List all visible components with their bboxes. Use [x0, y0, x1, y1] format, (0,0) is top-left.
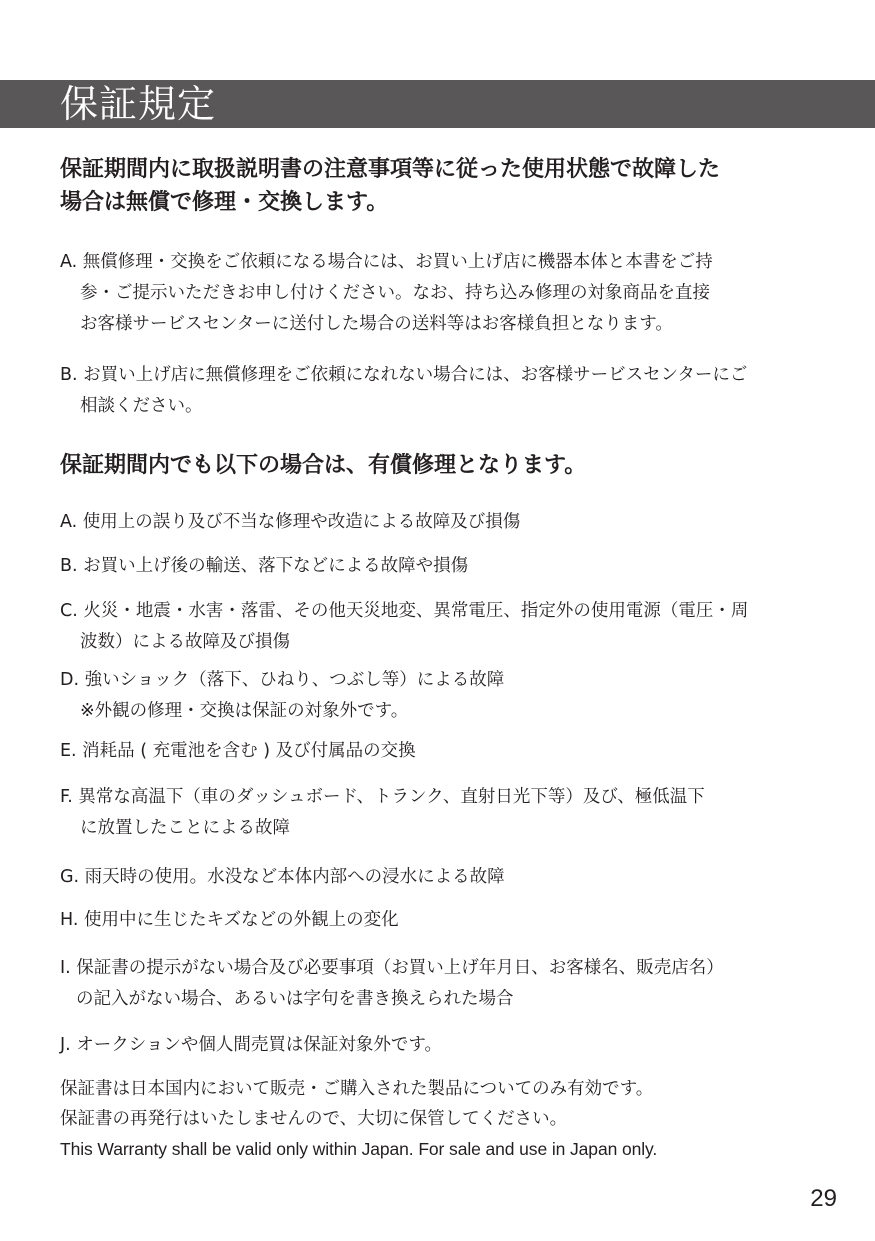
item-text-continued: ※外観の修理・交換は保証の対象外です。 — [80, 701, 409, 721]
item-text: F. 異常な高温下（車のダッシュボード、トランク、直射日光下等）及び、極低温下 — [60, 787, 705, 807]
item-text: E. 消耗品 ( 充電池を含む ) 及び付属品の交換 — [60, 741, 416, 761]
item-text-continued: 波数）による故障及び損傷 — [80, 632, 290, 652]
section2-heading-line: 保証期間内でも以下の場合は、有償修理となります。 — [60, 453, 587, 478]
footer-note: 保証書は日本国内において販売・ご購入された製品についてのみ有効です。 — [60, 1079, 654, 1099]
footer-note: 保証書の再発行はいたしませんので、大切に保管してください。 — [60, 1109, 568, 1129]
section1-item-a — [60, 247, 840, 340]
section1-heading — [60, 153, 840, 219]
item-text: J. オークションや個人間売買は保証対象外です。 — [60, 1035, 443, 1055]
item-text: G. 雨天時の使用。水没など本体内部への浸水による故障 — [60, 867, 505, 887]
footer-notes — [60, 1074, 840, 1164]
section2-item-h — [60, 905, 840, 936]
item-text: I. 保証書の提示がない場合及び必要事項（お買い上げ年月日、お客様名、販売店名） — [60, 958, 724, 978]
section2-item-i — [60, 953, 840, 1015]
section2-item-g — [60, 862, 840, 893]
section1-heading-line: 場合は無償で修理・交換します。 — [60, 190, 389, 215]
page-title: 保証規定 — [60, 82, 217, 126]
item-text: D. 強いショック（落下、ひねり、つぶし等）による故障 — [60, 670, 505, 690]
item-text-continued: お客様サービスセンターに送付した場合の送料等はお客様負担となります。 — [80, 314, 673, 334]
section1-item-b — [60, 360, 840, 422]
item-text-continued: に放置したことによる故障 — [80, 818, 290, 838]
page-number: 29 — [810, 1185, 837, 1212]
title-bar — [0, 80, 875, 128]
section2-item-d — [60, 665, 840, 727]
item-text-continued: 相談ください。 — [80, 396, 203, 416]
section2-item-b — [60, 551, 840, 582]
footer-note-english: This Warranty shall be valid only within Japan. For sale and use in Japan only. — [60, 1139, 658, 1159]
item-text-continued: の記入がない場合、あるいは字句を書き換えられた場合 — [76, 989, 514, 1009]
section2-item-e — [60, 736, 840, 767]
section2-heading — [60, 449, 840, 482]
item-text: B. お買い上げ後の輸送、落下などによる故障や損傷 — [60, 556, 469, 576]
item-text: H. 使用中に生じたキズなどの外観上の変化 — [60, 910, 399, 930]
section1-heading-line: 保証期間内に取扱説明書の注意事項等に従った使用状態で故障した — [60, 157, 721, 182]
item-text-continued: 参・ご提示いただきお申し付けください。なお、持ち込み修理の対象商品を直接 — [80, 283, 710, 303]
section2-item-f — [60, 782, 840, 844]
item-text: C. 火災・地震・水害・落雷、その他天災地変、異常電圧、指定外の使用電源（電圧・周 — [60, 601, 749, 621]
item-text: A. 使用上の誤り及び不当な修理や改造による故障及び損傷 — [60, 512, 521, 532]
item-text: A. 無償修理・交換をご依頼になる場合には、お買い上げ店に機器本体と本書をご持 — [60, 252, 713, 272]
item-text: B. お買い上げ店に無償修理をご依頼になれない場合には、お客様サービスセンターにご — [60, 365, 748, 385]
section2-item-j — [60, 1030, 840, 1061]
section2-item-a — [60, 507, 840, 538]
section2-item-c — [60, 596, 840, 658]
